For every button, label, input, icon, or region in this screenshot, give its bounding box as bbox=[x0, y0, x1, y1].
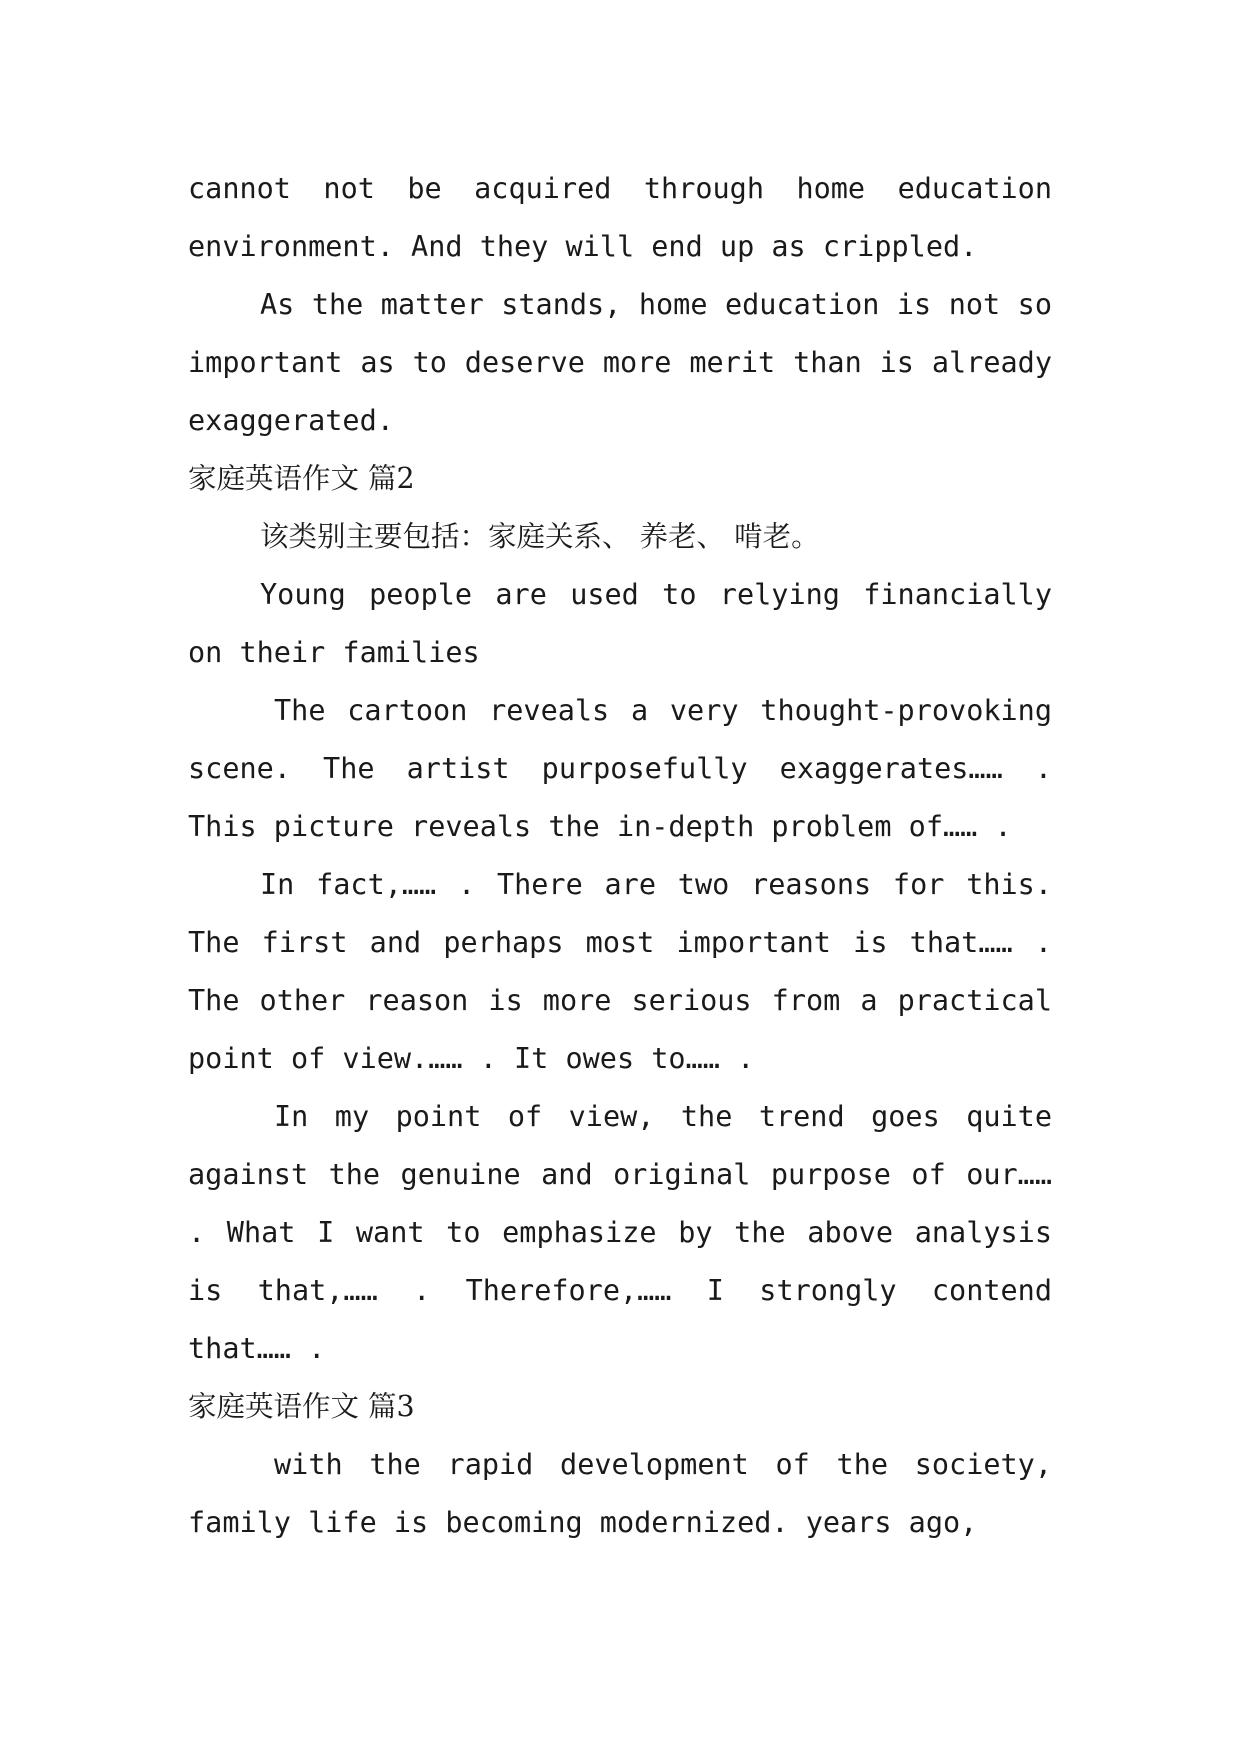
paragraph-family-life: with the rapid development of the society, family life is becoming modernized. years ago, bbox=[188, 1448, 1052, 1539]
paragraph-category: 该类别主要包括：家庭关系、 养老、 啃老。 bbox=[260, 520, 820, 553]
paragraph-topic: Young people are used to relying financially on their families bbox=[188, 578, 1052, 669]
section-heading-2: 家庭英语作文 篇2 bbox=[188, 462, 415, 495]
section-heading-3: 家庭英语作文 篇3 bbox=[188, 1390, 415, 1423]
paragraph-cartoon: The cartoon reveals a very thought-provoking scene. The artist purposefully exaggerates…… . This picture reveals the in-depth problem of…… . bbox=[188, 694, 1052, 843]
document-page bbox=[188, 160, 1052, 1552]
paragraph-1: cannot not be acquired through home education environment. And they will end up as crippled. bbox=[188, 172, 1052, 263]
paragraph-reasons: In fact,…… . There are two reasons for this. The first and perhaps most important is that…… . The other reason is more serious from a practical point of view.…… . It owes to…… . bbox=[188, 868, 1052, 1075]
paragraph-viewpoint: In my point of view, the trend goes quite against the genuine and original purpose of our…… . What I want to emphasize by the above analysis is that,…… . Therefore,…… I strongly contend that…… . bbox=[188, 1100, 1052, 1365]
paragraph-2: As the matter stands, home education is not so important as to deserve more merit than is already exaggerated. bbox=[188, 288, 1052, 437]
